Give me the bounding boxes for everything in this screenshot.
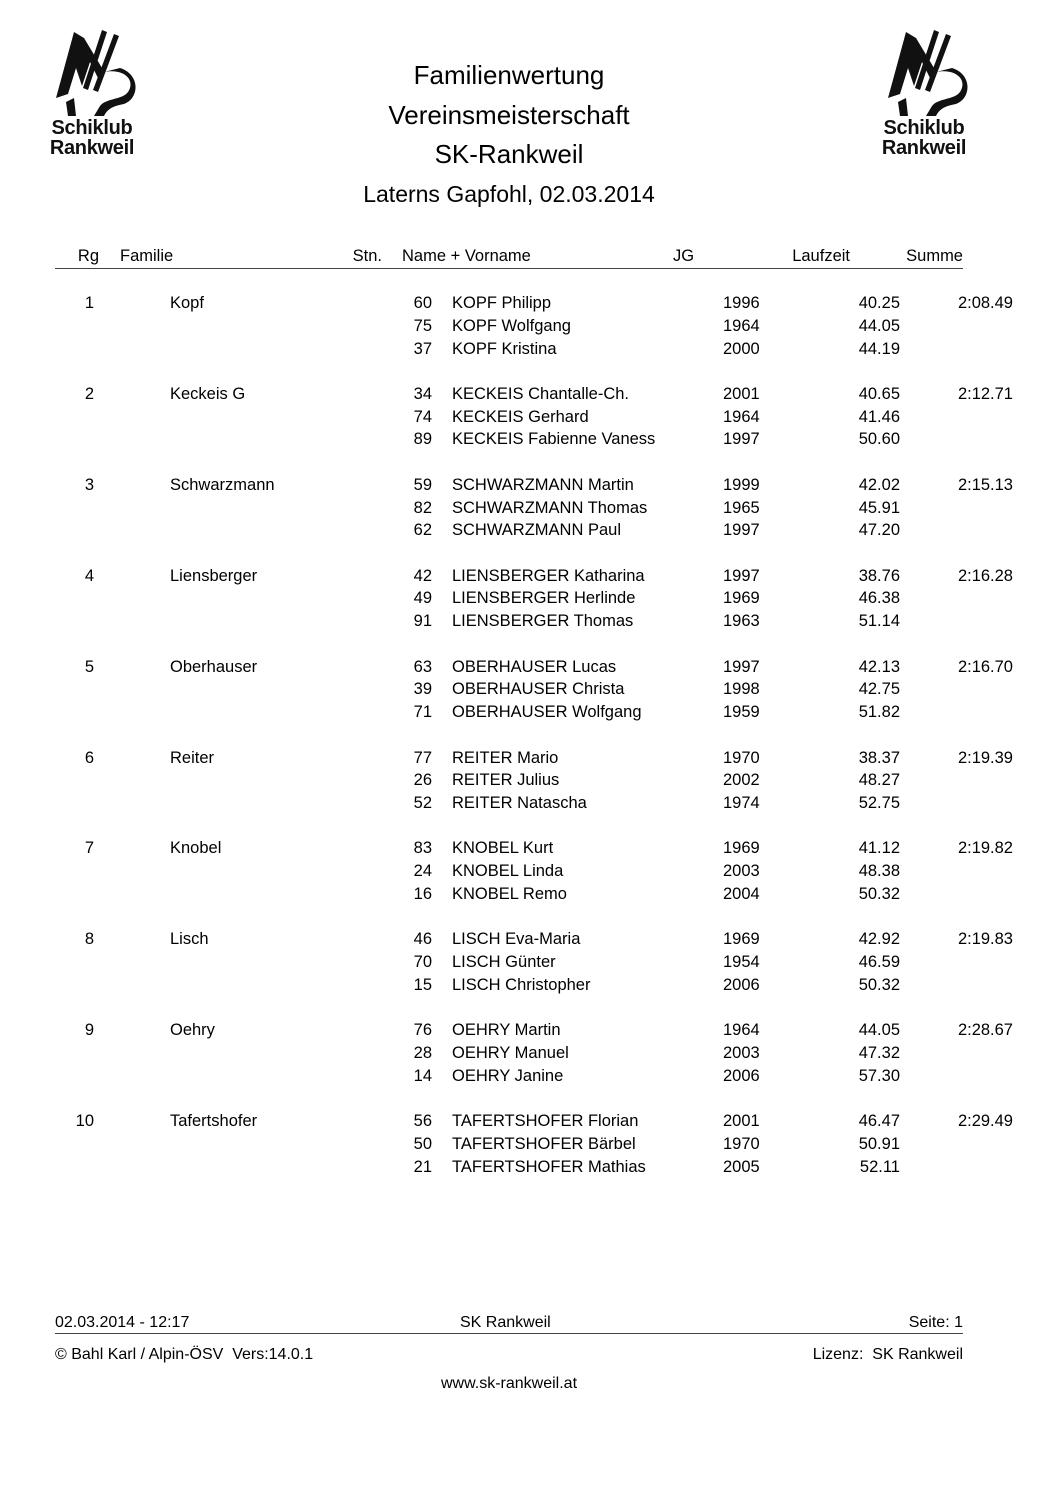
birth-year: 1997 (723, 657, 760, 676)
run-time: 50.32 (858, 975, 900, 994)
club-logo-left (44, 28, 140, 158)
family-group (50, 384, 1013, 454)
family-name: Liensberger (170, 566, 258, 585)
start-number: 34 (413, 384, 432, 403)
start-number: 59 (413, 475, 432, 494)
table-row (50, 1020, 1013, 1042)
start-number: 60 (413, 294, 432, 312)
athlete-name: OBERHAUSER Lucas (452, 657, 617, 676)
table-row (50, 407, 970, 429)
birth-year: 1965 (723, 498, 760, 517)
family-group (50, 657, 1013, 727)
run-time: 42.75 (858, 680, 900, 699)
table-row (50, 475, 1013, 497)
athlete-name: KECKEIS Gerhard (452, 407, 589, 426)
birth-year: 2003 (723, 1043, 760, 1062)
table-row (50, 679, 970, 701)
rank: 6 (84, 748, 94, 767)
footer-license: Lizenz: SK Rankweil (812, 1346, 963, 1363)
family-total-time: 2:19.82 (957, 839, 1013, 858)
run-time: 41.12 (858, 839, 900, 858)
footer-divider (55, 1333, 963, 1334)
footer-website-row (55, 1375, 963, 1395)
athlete-name: SCHWARZMANN Paul (452, 521, 621, 540)
family-name: Oehry (170, 1021, 215, 1040)
title-club: SK-Rankweil (434, 139, 584, 169)
run-time: 42.02 (858, 475, 900, 494)
start-number: 77 (413, 748, 432, 767)
table-row (50, 748, 1013, 770)
birth-year: 1963 (723, 612, 760, 631)
birth-year: 1999 (723, 475, 760, 494)
footer-club: SK Rankweil (460, 1314, 551, 1331)
table-row (50, 1111, 1013, 1133)
col-header-stn: Stn. (352, 247, 382, 265)
start-number: 62 (413, 521, 432, 540)
birth-year: 1970 (723, 1134, 760, 1153)
athlete-name: LISCH Günter (452, 953, 556, 972)
start-number: 63 (413, 657, 432, 676)
logo-text-line2: Rankweil (49, 137, 135, 159)
table-row (50, 657, 1013, 679)
table-row (50, 1157, 970, 1179)
col-header-jg: JG (673, 247, 695, 265)
run-time: 44.05 (858, 1021, 900, 1040)
birth-year: 1964 (723, 316, 760, 335)
family-total-time: 2:19.83 (957, 930, 1013, 949)
family-group (50, 475, 1013, 545)
family-name: Lisch (170, 930, 209, 949)
family-group (50, 1020, 1013, 1090)
athlete-name: OEHRY Janine (452, 1066, 564, 1085)
family-name: Tafertshofer (170, 1112, 258, 1131)
athlete-name: KOPF Kristina (452, 339, 557, 358)
run-time: 42.92 (858, 930, 900, 949)
footer-bottom (55, 1345, 963, 1365)
col-header-summe: Summe (906, 247, 963, 265)
document-title-block (250, 56, 768, 212)
run-time: 44.05 (858, 316, 900, 335)
birth-year: 1969 (723, 930, 760, 949)
run-time: 45.91 (858, 498, 900, 517)
family-total-time: 2:15.13 (957, 475, 1013, 494)
event-location-date: Laterns Gapfohl, 02.03.2014 (363, 180, 655, 207)
start-number: 50 (413, 1134, 432, 1153)
start-number: 49 (413, 589, 432, 608)
family-group (50, 566, 1013, 636)
start-number: 26 (413, 771, 432, 790)
run-time: 52.11 (859, 1157, 900, 1176)
birth-year: 1997 (723, 566, 760, 585)
logo-text-line1: Schiklub (883, 117, 965, 139)
run-time: 41.46 (858, 407, 900, 426)
run-time: 38.76 (858, 566, 900, 585)
table-row (50, 929, 1013, 951)
athlete-name: KOPF Wolfgang (452, 316, 571, 335)
family-name: Keckeis G (170, 384, 246, 403)
table-row (50, 702, 970, 724)
table-header (55, 246, 963, 268)
rank: 1 (84, 294, 94, 312)
start-number: 56 (413, 1112, 432, 1131)
family-group (50, 838, 1013, 908)
family-name: Kopf (170, 294, 204, 312)
athlete-name: KNOBEL Kurt (452, 839, 554, 858)
table-row (50, 588, 970, 610)
rank: 3 (84, 475, 94, 494)
start-number: 89 (413, 430, 432, 449)
run-time: 51.14 (858, 612, 900, 631)
family-group (50, 748, 1013, 818)
birth-year: 1997 (723, 521, 760, 540)
start-number: 76 (413, 1021, 432, 1040)
birth-year: 1970 (723, 748, 760, 767)
family-name: Reiter (170, 748, 215, 767)
birth-year: 1974 (723, 794, 760, 813)
table-row (50, 611, 970, 633)
col-header-familie: Familie (120, 247, 174, 265)
birth-year: 2004 (723, 884, 760, 903)
run-time: 48.27 (858, 771, 900, 790)
family-total-time: 2:29.49 (957, 1112, 1013, 1131)
run-time: 50.32 (858, 884, 900, 903)
birth-year: 2006 (723, 975, 760, 994)
birth-year: 1996 (723, 294, 760, 312)
athlete-name: KECKEIS Chantalle-Ch. (452, 384, 629, 403)
start-number: 70 (413, 953, 432, 972)
birth-year: 2001 (723, 1112, 760, 1131)
table-row (50, 339, 970, 361)
title-familienwertung: Familienwertung (413, 60, 605, 90)
run-time: 50.60 (858, 430, 900, 449)
table-row (50, 770, 970, 792)
footer-page-number: Seite: 1 (908, 1314, 963, 1331)
rank: 10 (75, 1112, 94, 1131)
table-row (50, 793, 970, 815)
birth-year: 1964 (723, 407, 760, 426)
athlete-name: TAFERTSHOFER Florian (452, 1112, 639, 1131)
birth-year: 1998 (723, 680, 760, 699)
athlete-name: REITER Mario (452, 748, 559, 767)
start-number: 82 (413, 498, 432, 517)
athlete-name: SCHWARZMANN Martin (452, 475, 634, 494)
athlete-name: OEHRY Martin (452, 1021, 561, 1040)
title-vereinsmeisterschaft: Vereinsmeisterschaft (388, 99, 630, 130)
run-time: 46.59 (858, 953, 900, 972)
table-row (50, 861, 970, 883)
athlete-name: LISCH Eva-Maria (452, 930, 581, 949)
table-row (50, 1066, 970, 1088)
table-row (50, 293, 1013, 315)
run-time: 51.82 (858, 703, 900, 722)
birth-year: 1969 (723, 839, 760, 858)
start-number: 24 (413, 862, 432, 881)
footer-website-link[interactable]: www.sk-rankweil.at (440, 1375, 578, 1392)
athlete-name: LISCH Christopher (452, 975, 591, 994)
rank: 8 (84, 930, 94, 949)
start-number: 37 (413, 339, 432, 358)
footer-copyright: © Bahl Karl / Alpin-ÖSV Vers:14.0.1 (55, 1346, 314, 1363)
table-row (50, 952, 970, 974)
start-number: 16 (413, 884, 432, 903)
table-row (50, 1043, 970, 1065)
rank: 9 (84, 1021, 94, 1040)
athlete-name: SCHWARZMANN Thomas (452, 498, 648, 517)
athlete-name: OEHRY Manuel (452, 1043, 569, 1062)
run-time: 46.38 (858, 589, 900, 608)
skier-logo-icon (876, 28, 972, 118)
table-row (50, 1134, 970, 1156)
athlete-name: KNOBEL Remo (452, 884, 567, 903)
athlete-name: TAFERTSHOFER Bärbel (452, 1134, 636, 1153)
run-time: 46.47 (858, 1112, 900, 1131)
athlete-name: KNOBEL Linda (452, 862, 564, 881)
col-header-laufzeit: Laufzeit (792, 247, 850, 265)
birth-year: 2003 (723, 862, 760, 881)
birth-year: 1959 (723, 703, 760, 722)
run-time: 38.37 (858, 748, 900, 767)
start-number: 14 (413, 1066, 432, 1085)
run-time: 44.19 (858, 339, 900, 358)
footer-top (55, 1313, 963, 1333)
family-name: Knobel (170, 839, 222, 858)
athlete-name: LIENSBERGER Katharina (452, 566, 645, 585)
athlete-name: OBERHAUSER Wolfgang (452, 703, 642, 722)
family-group (50, 293, 1013, 363)
run-time: 40.65 (858, 384, 900, 403)
athlete-name: TAFERTSHOFER Mathias (452, 1157, 646, 1176)
birth-year: 2000 (723, 339, 760, 358)
athlete-name: LIENSBERGER Thomas (452, 612, 634, 631)
rank: 2 (84, 384, 94, 403)
start-number: 28 (413, 1043, 432, 1062)
family-total-time: 2:12.71 (957, 384, 1013, 403)
run-time: 47.20 (858, 521, 900, 540)
run-time: 52.75 (858, 794, 900, 813)
family-name: Oberhauser (170, 657, 258, 676)
family-total-time: 2:08.49 (957, 294, 1013, 312)
run-time: 57.30 (858, 1066, 900, 1085)
family-total-time: 2:16.28 (957, 566, 1013, 585)
rank: 5 (84, 657, 94, 676)
rank: 7 (84, 839, 94, 858)
start-number: 46 (413, 930, 432, 949)
athlete-name: LIENSBERGER Herlinde (452, 589, 636, 608)
table-row (50, 384, 1013, 406)
start-number: 42 (413, 566, 432, 585)
family-total-time: 2:16.70 (957, 657, 1013, 676)
athlete-name: OBERHAUSER Christa (452, 680, 625, 699)
birth-year: 2005 (723, 1157, 760, 1176)
start-number: 83 (413, 839, 432, 858)
run-time: 48.38 (858, 862, 900, 881)
birth-year: 1969 (723, 589, 760, 608)
start-number: 39 (413, 680, 432, 699)
club-logo-right (876, 28, 972, 158)
run-time: 47.32 (858, 1043, 900, 1062)
athlete-name: REITER Julius (452, 771, 560, 790)
family-group (50, 1111, 1013, 1181)
start-number: 15 (413, 975, 432, 994)
start-number: 74 (413, 407, 432, 426)
family-total-time: 2:19.39 (957, 748, 1013, 767)
athlete-name: KECKEIS Fabienne Vaness (452, 430, 656, 449)
start-number: 71 (413, 703, 432, 722)
skier-logo-icon (44, 28, 140, 118)
rank: 4 (84, 566, 94, 585)
birth-year: 2001 (723, 384, 760, 403)
header-divider (55, 268, 963, 269)
table-row (50, 884, 970, 906)
birth-year: 2006 (723, 1066, 760, 1085)
start-number: 75 (413, 316, 432, 335)
table-row (50, 316, 970, 338)
col-header-name: Name + Vorname (402, 247, 531, 265)
family-group (50, 929, 1013, 999)
family-name: Schwarzmann (170, 475, 275, 494)
table-row (50, 520, 970, 542)
start-number: 52 (413, 794, 432, 813)
birth-year: 2002 (723, 771, 760, 790)
family-total-time: 2:28.67 (957, 1021, 1013, 1040)
athlete-name: KOPF Philipp (452, 294, 552, 312)
table-row (50, 498, 970, 520)
start-number: 21 (413, 1157, 432, 1176)
table-row (50, 566, 1013, 588)
birth-year: 1954 (723, 953, 760, 972)
birth-year: 1997 (723, 430, 760, 449)
table-row (50, 975, 970, 997)
athlete-name: REITER Natascha (452, 794, 587, 813)
run-time: 50.91 (858, 1134, 900, 1153)
start-number: 91 (413, 612, 432, 631)
table-row (50, 838, 1013, 860)
footer-datetime: 02.03.2014 - 12:17 (55, 1314, 190, 1331)
logo-text-line1: Schiklub (51, 117, 133, 139)
run-time: 40.25 (858, 294, 900, 312)
logo-text-line2: Rankweil (881, 137, 967, 159)
col-header-rg: Rg (77, 247, 99, 265)
run-time: 42.13 (858, 657, 900, 676)
birth-year: 1964 (723, 1021, 760, 1040)
table-row (50, 429, 970, 451)
